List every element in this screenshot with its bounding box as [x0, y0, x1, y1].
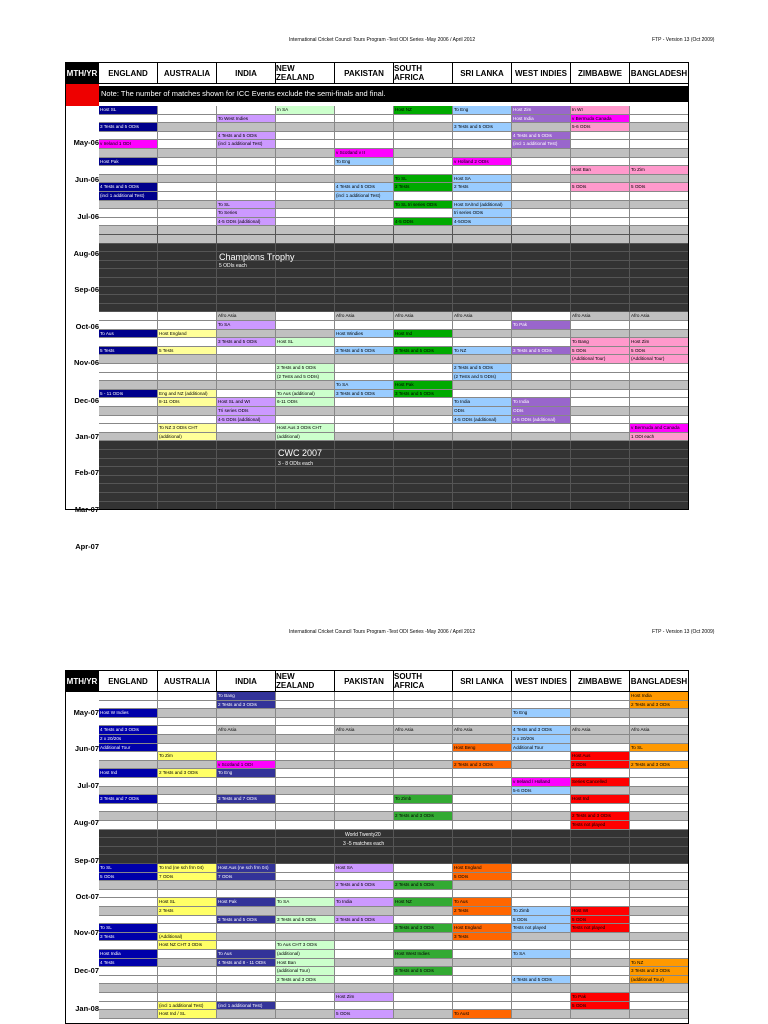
schedule-cell: To NZ: [630, 959, 689, 968]
schedule-cell: To SL: [217, 201, 276, 210]
schedule-cell: 4 Tests and 5 ODIs: [99, 183, 158, 192]
schedule-cell: 5 ODIs: [571, 183, 630, 192]
schedule-cell: 5-6 ODIs: [571, 123, 630, 132]
schedule-cell: 3 Tests and 7 ODIs: [99, 795, 158, 804]
schedule-cell: Host SL and WI: [217, 398, 276, 407]
schedule-cell: Afro Asia: [394, 726, 453, 735]
schedule-cell: To SL: [99, 864, 158, 873]
schedule-cell: Host SA: [453, 175, 512, 184]
schedule-cell: 3 Tests and 5 ODIs: [99, 123, 158, 132]
schedule-cell: Host Ban: [571, 166, 630, 175]
schedule-cell: 2 x 20/20s: [512, 735, 571, 744]
schedule-cell: (Additional Tour): [571, 355, 630, 364]
schedule-cell: 4-5 ODIs: [394, 218, 453, 227]
schedule-cell: To NZ 3 ODIs CHT: [158, 424, 217, 433]
schedule-cell: ODIs: [512, 407, 571, 416]
month-label: Jun-07: [74, 744, 99, 753]
schedule-cell: Host Pak: [217, 898, 276, 907]
schedule-cell: Host Ban: [276, 959, 335, 968]
schedule-cell: Afro Asia: [571, 312, 630, 321]
schedule-cell: Host Ind / SL: [158, 1010, 217, 1019]
schedule-cell: Host Windies: [335, 330, 394, 339]
schedule-cell: To Aus (additional): [276, 390, 335, 399]
month-label: Dec-07: [74, 966, 99, 975]
schedule-cell: (2 Tests and 5 ODIs): [453, 373, 512, 382]
schedule-cell: 3 Tests and 5 ODIs: [394, 967, 453, 976]
month-label: Oct-07: [75, 892, 99, 901]
schedule-cell: Afro Asia: [630, 726, 689, 735]
schedule-cell: Host Ind: [571, 795, 630, 804]
champions-trophy-label: Champions Trophy: [219, 252, 295, 263]
version-label: FTP - Version 13 (Oct 2009): [652, 37, 715, 43]
month-label: Oct-06: [75, 322, 99, 331]
schedule-cell: Afro Asia: [571, 726, 630, 735]
schedule-cell: Host India: [512, 115, 571, 124]
schedule-cell: (additional Tour): [276, 967, 335, 976]
schedule-cell: v Bermuda and Canada: [630, 424, 689, 433]
column-header: NEW ZEALAND: [276, 670, 335, 692]
schedule-cell: Host Aus 3 ODIs CHT: [276, 424, 335, 433]
month-label: Jul-06: [77, 212, 99, 221]
column-header: SOUTH AFRICA: [394, 62, 453, 84]
schedule-cell: 2 Tests and 3 ODIs: [630, 701, 689, 710]
schedule-cell: To SL: [394, 175, 453, 184]
sheet-frame: [65, 62, 689, 510]
schedule-cell: 7 ODIs: [217, 873, 276, 882]
schedule-cell: Host Ind: [99, 769, 158, 778]
schedule-cell: 5 ODIs: [571, 347, 630, 356]
schedule-cell: 3 Tests and 5 ODIs: [453, 123, 512, 132]
schedule-cell: To Eng: [217, 769, 276, 778]
schedule-cell: 4-5 ODIs (additional): [512, 416, 571, 425]
month-label: Sep-07: [74, 856, 99, 865]
schedule-cell: (incl 1 additional Test): [335, 192, 394, 201]
schedule-cell: To India: [453, 398, 512, 407]
schedule-cell: Host Pak: [394, 381, 453, 390]
schedule-cell: Host Aus: [571, 752, 630, 761]
schedule-cell: Host West Indies: [394, 950, 453, 959]
schedule-cell: 3 Tests and 5 ODIs: [276, 916, 335, 925]
schedule-cell: Host England: [158, 330, 217, 339]
schedule-cell: 3 Tests and 5 ODIs: [217, 916, 276, 925]
schedule-cell: (incl 1 additional Test): [217, 1002, 276, 1011]
schedule-cell: 5 ODIs: [571, 1002, 630, 1011]
schedule-cell: 4 Tests and 8 - 11 ODIs: [217, 959, 276, 968]
month-label: Mar-07: [74, 505, 99, 514]
schedule-cell: Host Zim: [512, 106, 571, 115]
schedule-cell: 4-5 ODIs (additional): [217, 416, 276, 425]
schedule-cell: v Scotland 1 ODI: [217, 761, 276, 770]
schedule-cell: 4 Tests and 5 ODIs: [512, 132, 571, 141]
note-banner: Note: The number of matches shown for ICC Events exclude the semi-finals and final.: [99, 86, 689, 102]
schedule-cell: To Ind (ne sch frm 04): [158, 864, 217, 873]
schedule-cell: To Zim: [630, 166, 689, 175]
schedule-cell: 6-11 ODIs: [276, 398, 335, 407]
schedule-cell: To SA: [512, 950, 571, 959]
schedule-cell: Host England: [453, 924, 512, 933]
schedule-cell: 5 ODIs: [571, 916, 630, 925]
schedule-cell: In SA: [276, 106, 335, 115]
schedule-cell: 3 Tests and 5 ODIs: [335, 347, 394, 356]
schedule-cell: v Ireland 1 ODI: [99, 140, 158, 149]
schedule-cell: To SA: [217, 321, 276, 330]
schedule-cell: Host SL: [276, 338, 335, 347]
schedule-cell: Eng and NZ (additional): [158, 390, 217, 399]
schedule-cell: 7 ODIs: [158, 873, 217, 882]
schedule-cell: (additional): [158, 433, 217, 442]
schedule-cell: To West Indies: [217, 115, 276, 124]
schedule-cell: To Zimb: [512, 907, 571, 916]
column-header: WEST INDIES: [512, 62, 571, 84]
schedule-cell: Host Zim: [335, 993, 394, 1002]
schedule-cell: Afro Asia: [335, 312, 394, 321]
month-label: May-06: [73, 138, 99, 147]
column-header: INDIA: [217, 670, 276, 692]
cwc-sub: 3 - 8 ODIs each: [278, 461, 314, 468]
schedule-cell: 3 Tests and 5 ODIs: [512, 347, 571, 356]
schedule-cell: tri series ODIs: [453, 209, 512, 218]
schedule-cell: 2 Tests and 3 ODIs: [630, 761, 689, 770]
page-title: International Cricket Council Tours Program -Test ODI Series -May 2006 / April 2012: [289, 37, 476, 43]
schedule-cell: v Bermuda Canada: [571, 115, 630, 124]
column-header: ENGLAND: [99, 670, 158, 692]
schedule-cell: Host NZ CHT 3 ODIs: [158, 941, 217, 950]
column-header: INDIA: [217, 62, 276, 84]
schedule-cell: 3 Tests and 5 ODIs: [394, 390, 453, 399]
schedule-cell: (2 Tests and 5 ODIs): [276, 373, 335, 382]
schedule-cell: To Eng: [335, 158, 394, 167]
month-label: Dec-06: [74, 396, 99, 405]
schedule-cell: Tests not played: [571, 924, 630, 933]
schedule-cell: 4 Tests and 3 ODIs: [512, 726, 571, 735]
schedule-cell: Series Cancelled: [571, 778, 630, 787]
schedule-cell: Afro Asia: [217, 726, 276, 735]
schedule-cell: 2 Tests and 3 ODIs: [217, 701, 276, 710]
schedule-cell: 5 ODIs: [630, 183, 689, 192]
schedule-cell: (incl 1 additional Test): [99, 192, 158, 201]
schedule-cell: 2 Tests and 5 ODIs: [453, 364, 512, 373]
schedule-cell: To Aust: [453, 1010, 512, 1019]
schedule-cell: To India: [512, 398, 571, 407]
schedule-sheet-2: [65, 670, 689, 1024]
schedule-cell: To Pak: [512, 321, 571, 330]
schedule-cell: To Zim: [158, 752, 217, 761]
schedule-cell: (additional): [276, 433, 335, 442]
schedule-cell: 5 ODIs: [630, 347, 689, 356]
schedule-cell: To Eng: [512, 709, 571, 718]
column-header: SOUTH AFRICA: [394, 670, 453, 692]
schedule-sheet-1: [65, 62, 689, 562]
schedule-cell: (incl 1 additional Test): [217, 140, 276, 149]
month-label: Jan-08: [75, 1004, 99, 1013]
schedule-cell: To Eng: [453, 106, 512, 115]
page-title-2: International Cricket Council Tours Program -Test ODI Series -May 2006 / April 2012: [289, 629, 476, 635]
schedule-cell: To Series: [217, 209, 276, 218]
month-label: Aug-06: [73, 249, 99, 258]
month-label: May-07: [73, 708, 99, 717]
schedule-cell: Host England: [453, 864, 512, 873]
schedule-cell: Host Aus (ne sch frm 04): [217, 864, 276, 873]
schedule-cell: To Aus: [453, 898, 512, 907]
schedule-cell: Host WI: [571, 907, 630, 916]
schedule-cell: Afro Asia: [453, 312, 512, 321]
cwc-label: CWC 2007: [278, 448, 323, 459]
schedule-cell: To Pak: [571, 993, 630, 1002]
schedule-cell: 5 ODIs: [99, 873, 158, 882]
schedule-cell: Afro Asia: [630, 312, 689, 321]
schedule-cell: Tri series ODIs: [217, 407, 276, 416]
schedule-cell: Host NZ: [394, 898, 453, 907]
schedule-cell: 2 Tests and 3 ODIs: [571, 812, 630, 821]
schedule-cell: Host NZ: [394, 106, 453, 115]
month-label: Feb-07: [74, 468, 99, 477]
sheet-frame: [65, 670, 689, 1024]
schedule-cell: 5-6 ODIs: [512, 787, 571, 796]
column-header: SRI LANKA: [453, 670, 512, 692]
wt20-sub: 3 -5 matches each: [343, 840, 385, 847]
column-header: SRI LANKA: [453, 62, 512, 84]
schedule-cell: To India: [335, 898, 394, 907]
schedule-cell: 3 Tests: [99, 933, 158, 942]
schedule-cell: Tests not played: [571, 821, 630, 830]
schedule-cell: 4-5 ODIs (additional): [453, 416, 512, 425]
schedule-cell: (incl 1 additional Test): [512, 140, 571, 149]
schedule-cell: 3 Tests and 5 ODIs: [394, 347, 453, 356]
schedule-cell: 4-5 ODIs (additional): [217, 218, 276, 227]
schedule-cell: 2 Tests and 3 ODIs: [394, 812, 453, 821]
column-header: ZIMBABWE: [571, 62, 630, 84]
schedule-cell: 1 ODI each: [630, 433, 689, 442]
month-label: Sep-06: [74, 285, 99, 294]
schedule-cell: Host SA/Ind (additional): [453, 201, 512, 210]
month-label: Aug-07: [73, 818, 99, 827]
schedule-cell: Host Beng: [453, 744, 512, 753]
schedule-cell: Afro Asia: [453, 726, 512, 735]
schedule-cell: To Zimb: [394, 795, 453, 804]
schedule-cell: 2 Tests: [453, 183, 512, 192]
column-header: NEW ZEALAND: [276, 62, 335, 84]
schedule-cell: 5 Tests: [158, 347, 217, 356]
column-header: ZIMBABWE: [571, 670, 630, 692]
schedule-cell: 5 ODIs: [512, 916, 571, 925]
column-header: AUSTRALIA: [158, 62, 217, 84]
schedule-cell: Host India: [630, 692, 689, 701]
schedule-cell: 3 Tests and 3 ODIs: [394, 924, 453, 933]
schedule-cell: v Ireland / Holland: [512, 778, 571, 787]
schedule-cell: 4 Tests and 5 ODIs: [217, 132, 276, 141]
champions-trophy-sub: 5 ODIs each: [219, 262, 247, 269]
column-header: PAKISTAN: [335, 670, 394, 692]
schedule-cell: Host W Indies: [99, 709, 158, 718]
column-header: BANGLADESH: [630, 62, 689, 84]
schedule-cell: 2 Tests and 5 ODIs: [394, 881, 453, 890]
column-header: BANGLADESH: [630, 670, 689, 692]
schedule-cell: 2 Tests and 5 ODIs: [276, 364, 335, 373]
schedule-cell: 4-5ODIs: [453, 218, 512, 227]
schedule-cell: 2 Tests: [158, 907, 217, 916]
month-label: Jan-07: [75, 432, 99, 441]
wt20-label: World Twenty20: [345, 831, 381, 838]
schedule-cell: Afro Asia: [217, 312, 276, 321]
schedule-cell: 2 Tests and 3 ODIs: [158, 769, 217, 778]
schedule-cell: 5 ODIs: [453, 873, 512, 882]
column-header: PAKISTAN: [335, 62, 394, 84]
schedule-cell: v Scotland v II: [335, 149, 394, 158]
schedule-cell: Host SA: [335, 864, 394, 873]
schedule-cell: 4 Tests: [99, 959, 158, 968]
schedule-cell: 2 Tests: [453, 907, 512, 916]
schedule-cell: To SL tri series ODIs: [394, 201, 453, 210]
schedule-cell: To NZ: [453, 347, 512, 356]
schedule-cell: 3 Tests and 5 ODIs: [335, 916, 394, 925]
schedule-cell: To SA: [335, 381, 394, 390]
schedule-cell: Additional Tour: [512, 744, 571, 753]
schedule-cell: v Holland 2 ODIs: [453, 158, 512, 167]
schedule-cell: 4 Tests and 5 ODIs: [335, 183, 394, 192]
schedule-cell: To Bang: [571, 338, 630, 347]
schedule-cell: 3 Tests and 3 ODIs: [630, 967, 689, 976]
schedule-cell: 3 Tests and 5 ODIs: [335, 390, 394, 399]
schedule-cell: 5 - 11 ODIs: [99, 390, 158, 399]
schedule-cell: 3 Tests and 5 ODIs: [217, 338, 276, 347]
schedule-cell: Host India: [99, 950, 158, 959]
month-label: Jul-07: [77, 781, 99, 790]
schedule-cell: To SL: [630, 744, 689, 753]
schedule-cell: 2 x 20/20s: [99, 735, 158, 744]
version-label-2: FTP - Version 13 (Oct 2009): [652, 629, 715, 635]
schedule-cell: In WI: [571, 106, 630, 115]
schedule-cell: (Additional Tour): [630, 355, 689, 364]
month-label: Apr-07: [75, 542, 99, 551]
schedule-cell: Afro Asia: [335, 726, 394, 735]
column-header: WEST INDIES: [512, 670, 571, 692]
schedule-cell: 3 Tests: [453, 933, 512, 942]
schedule-cell: 5 ODIs: [335, 1010, 394, 1019]
schedule-cell: Additional Tour: [99, 744, 158, 753]
column-header: ENGLAND: [99, 62, 158, 84]
schedule-cell: (additional Tour): [630, 976, 689, 985]
schedule-cell: Afro Asia: [394, 312, 453, 321]
schedule-cell: ODIs: [453, 407, 512, 416]
schedule-cell: (additional): [276, 950, 335, 959]
schedule-cell: 2 Tests and 5 ODIs: [335, 881, 394, 890]
schedule-cell: Host SL: [158, 898, 217, 907]
schedule-cell: To Aus CHT 3 ODIs: [276, 941, 335, 950]
schedule-cell: (Additional): [158, 933, 217, 942]
schedule-cell: 2 Tests: [394, 183, 453, 192]
schedule-cell: Host Zim: [630, 338, 689, 347]
schedule-cell: 5 Tests: [99, 347, 158, 356]
schedule-cell: To SL: [99, 924, 158, 933]
column-header: MTH/YR: [65, 670, 99, 692]
month-label: Jun-06: [74, 175, 99, 184]
schedule-cell: Host SL: [99, 106, 158, 115]
schedule-cell: 4 Tests and 5 ODIs: [512, 976, 571, 985]
month-label: Nov-06: [73, 358, 99, 367]
schedule-cell: 3 Tests and 7 ODIs: [217, 795, 276, 804]
schedule-cell: To SA: [276, 898, 335, 907]
schedule-cell: 8-11 ODIs: [158, 398, 217, 407]
month-label: Nov-07: [73, 928, 99, 937]
schedule-cell: 2 ODIs: [571, 761, 630, 770]
schedule-cell: (incl 1 additional Test): [158, 1002, 217, 1011]
schedule-cell: 2 Tests and 3 ODIs: [453, 761, 512, 770]
schedule-cell: 4 Tests and 3 ODIs: [99, 726, 158, 735]
schedule-cell: Host Pak: [99, 158, 158, 167]
schedule-cell: Host Ind: [394, 330, 453, 339]
schedule-cell: To Aus: [99, 330, 158, 339]
column-header: AUSTRALIA: [158, 670, 217, 692]
schedule-cell: To Bang: [217, 692, 276, 701]
schedule-cell: 2 Tests and 3 ODIs: [276, 976, 335, 985]
column-header: MTH/YR: [65, 62, 99, 84]
schedule-cell: Tests not played: [512, 924, 571, 933]
schedule-cell: To Aus: [217, 950, 276, 959]
